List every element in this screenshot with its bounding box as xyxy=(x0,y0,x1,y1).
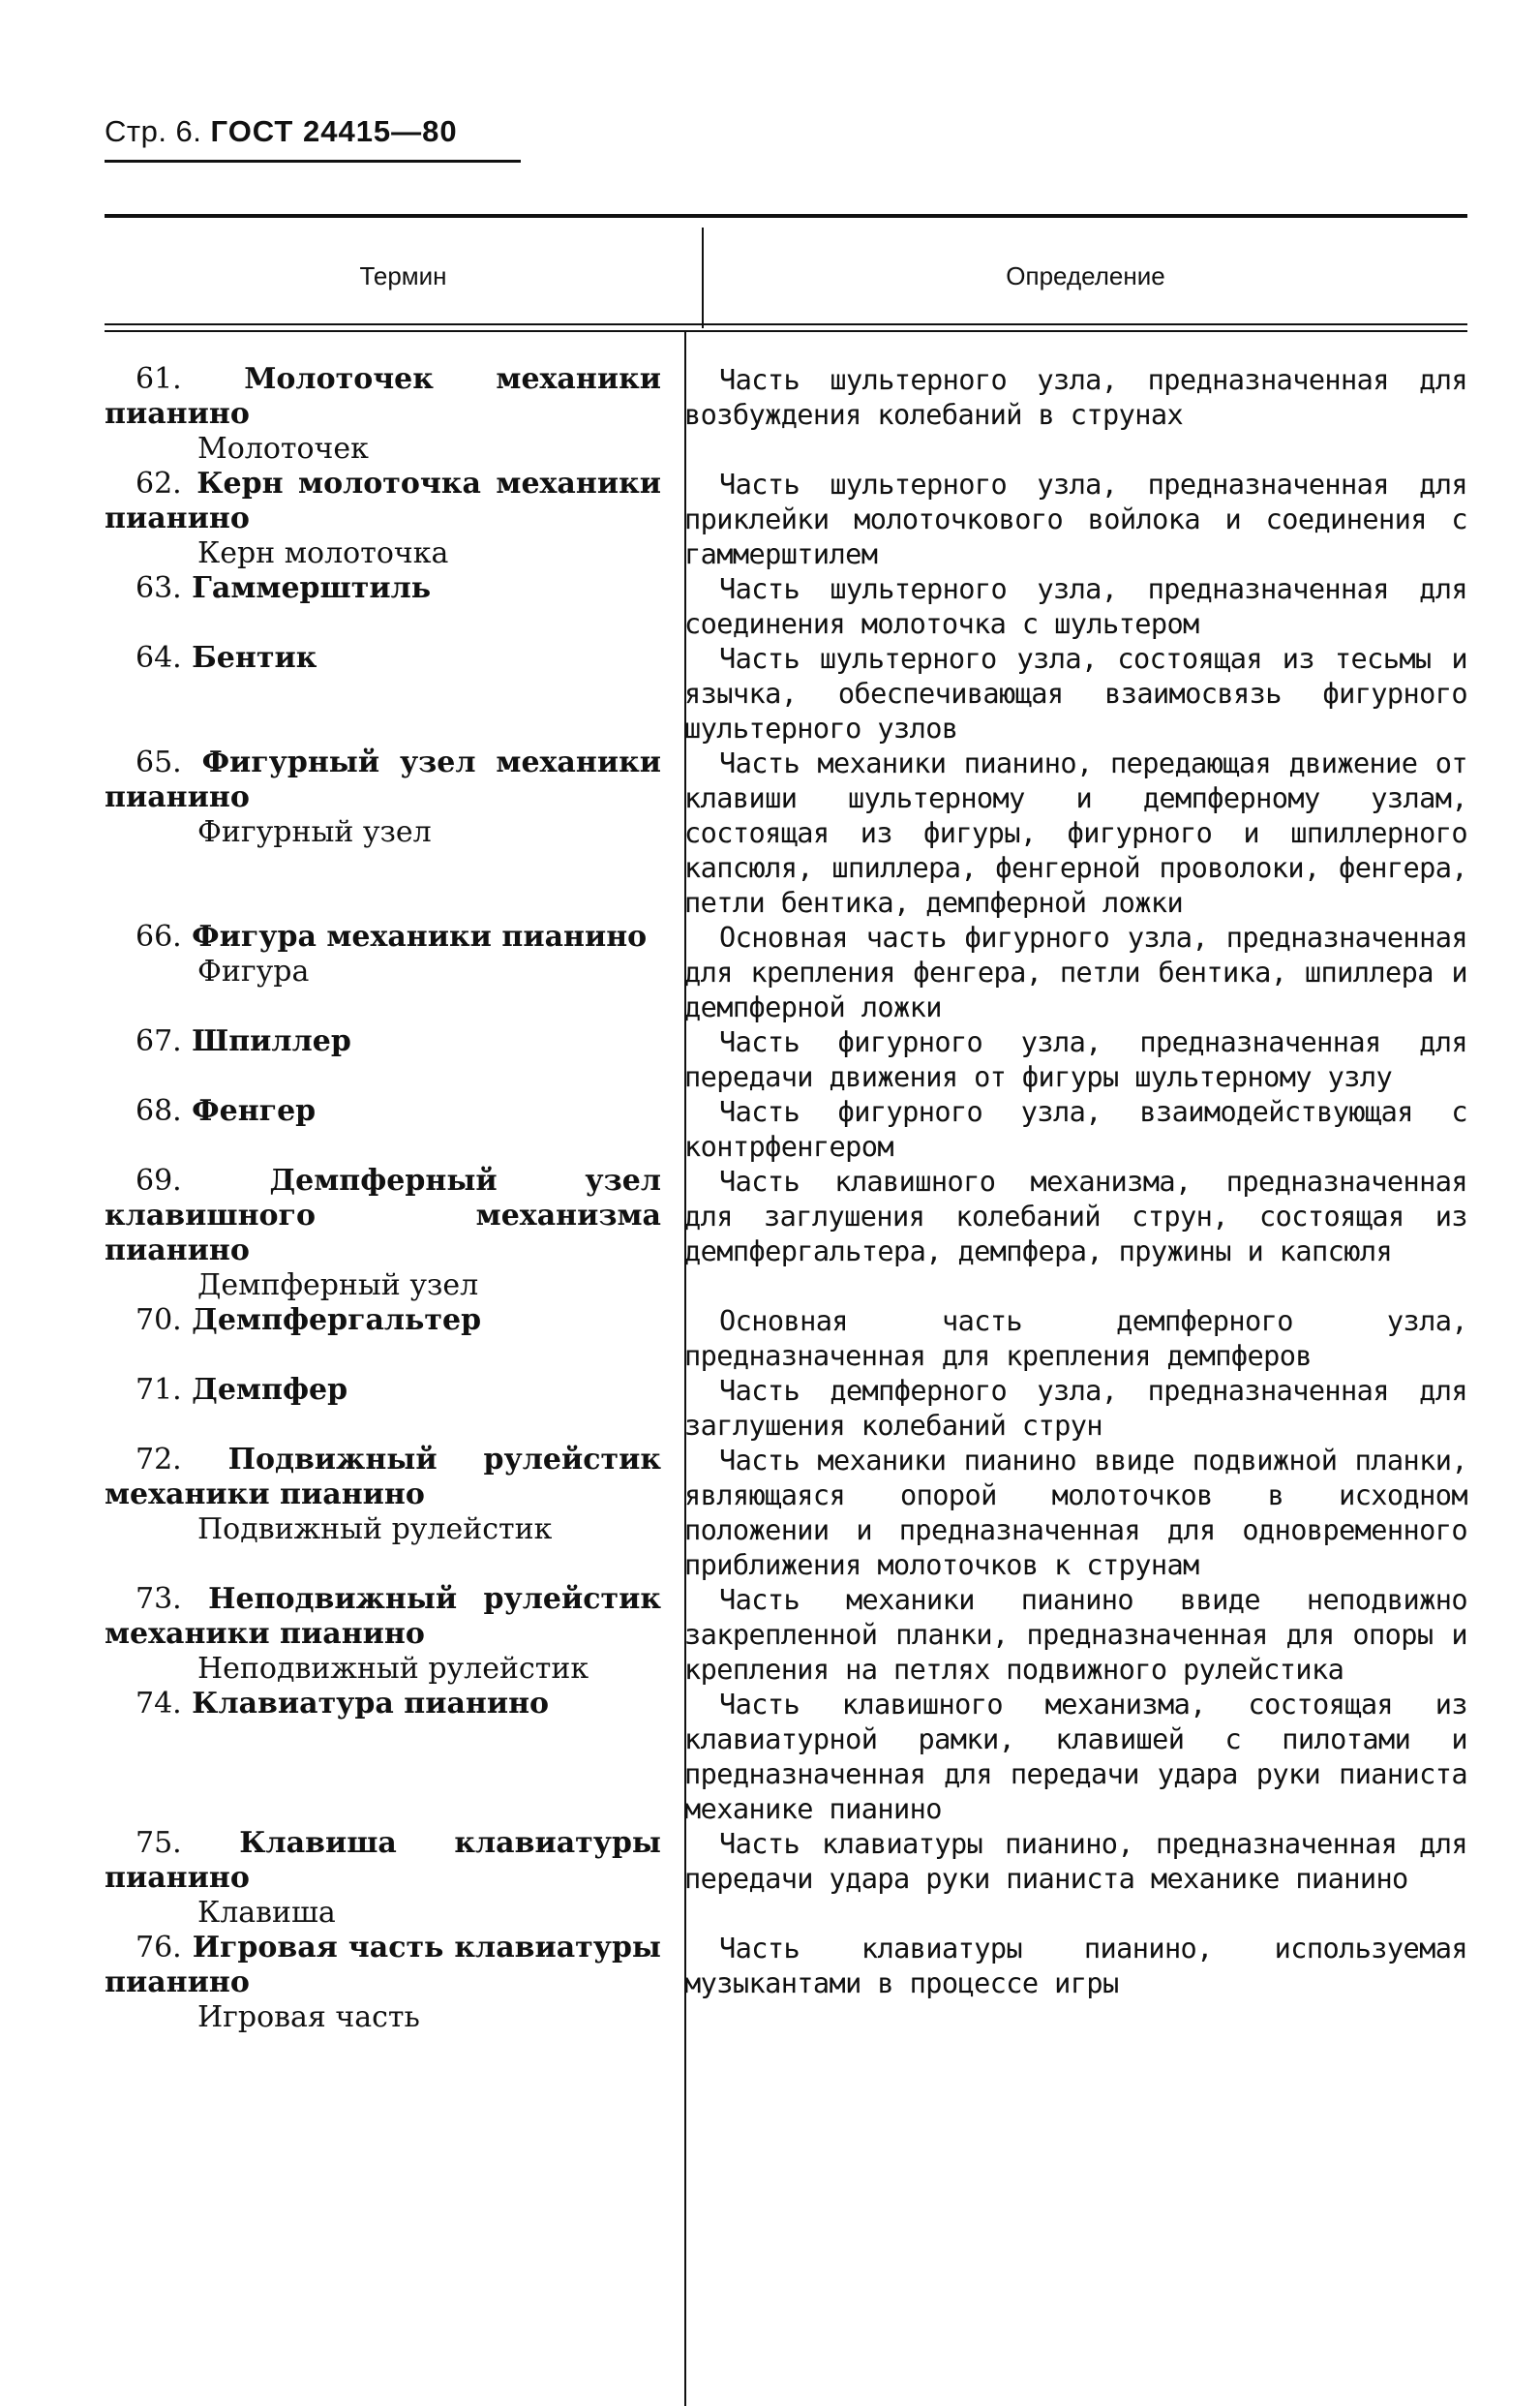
term-short-form: Молоточек xyxy=(197,432,369,466)
term-cell xyxy=(105,362,673,467)
definition-text: Часть механики пианино ввиде подвижной планки, являющаяся опорой молоточков в исходном положении и предназначенная для одновременного приближения молоточков к струнам xyxy=(684,1444,1467,1581)
table-body xyxy=(105,362,1467,2035)
term-line xyxy=(105,1582,661,1652)
term-line xyxy=(105,571,661,606)
term-number: 71. xyxy=(136,1373,182,1407)
definition-text: Основная часть фигурного узла, предназначенная для крепления фенгера, петли бентика, шпиллера и демпферной ложки xyxy=(684,921,1467,1023)
table-row xyxy=(105,362,1467,467)
term-cell xyxy=(105,1024,673,1059)
table-row xyxy=(105,1164,1467,1303)
definition-cell xyxy=(684,1443,1467,1582)
term-number: 76. xyxy=(136,1931,182,1964)
definition-cell xyxy=(684,1094,1467,1164)
term-line xyxy=(105,467,661,536)
term-name: Фенгер xyxy=(192,1094,317,1128)
term-cell xyxy=(105,1094,673,1129)
header-rule-lower xyxy=(105,330,1467,332)
term-number: 74. xyxy=(136,1687,182,1721)
term-name: Клавиша клавиатуры пианино xyxy=(105,1826,661,1895)
standard-number: ГОСТ 24415—80 xyxy=(210,114,458,148)
definition-text: Часть шультерного узла, предназначенная для возбуждения колебаний в струнах xyxy=(684,363,1467,431)
definition-cell xyxy=(684,1024,1467,1094)
definition-text: Часть демпферного узла, предназначенная для заглушения колебаний струн xyxy=(684,1374,1467,1442)
table-row xyxy=(105,1582,1467,1687)
term-number: 68. xyxy=(136,1094,182,1128)
term-name: Неподвижный рулейстик механики пианино xyxy=(105,1582,661,1651)
term-short-form: Подвижный рулейстик xyxy=(197,1512,553,1546)
definition-cell xyxy=(684,1373,1467,1443)
definition-cell xyxy=(684,1303,1467,1373)
term-short-form: Неподвижный рулейстик xyxy=(197,1652,589,1686)
term-number: 72. xyxy=(136,1443,182,1477)
definition-text: Часть шультерного узла, предназначенная для приклейки молоточкового войлока и соединения с гаммерштилем xyxy=(684,468,1467,570)
term-line xyxy=(105,920,661,955)
term-cell xyxy=(105,1687,673,1721)
term-name: Фигурный узел механики пианино xyxy=(105,746,661,814)
term-short-form: Керн молоточка xyxy=(197,536,449,570)
term-number: 62. xyxy=(136,467,182,501)
table-row xyxy=(105,746,1467,920)
term-line xyxy=(105,1373,661,1408)
term-line xyxy=(105,1094,661,1129)
definition-cell xyxy=(684,746,1467,920)
term-name: Бентик xyxy=(192,641,317,675)
term-cell xyxy=(105,467,673,571)
term-line xyxy=(105,1443,661,1512)
term-name: Демпфергальтер xyxy=(192,1303,482,1337)
header-rule-upper xyxy=(105,323,1467,325)
term-number: 63. xyxy=(136,571,182,605)
term-line xyxy=(105,1931,661,2000)
term-cell xyxy=(105,571,673,606)
definition-text: Часть шультерного узла, состоящая из тесьмы и язычка, обеспечивающая взаимосвязь фигурного шультерного узлов xyxy=(684,642,1467,745)
table-row xyxy=(105,1443,1467,1582)
term-number: 75. xyxy=(136,1826,182,1860)
term-line xyxy=(105,746,661,815)
term-name: Демпфер xyxy=(192,1373,348,1407)
table-row xyxy=(105,1303,1467,1373)
definition-cell xyxy=(684,467,1467,571)
table-row xyxy=(105,1826,1467,1931)
term-short-form: Игровая часть xyxy=(197,2000,420,2034)
term-name: Молоточек механики пианино xyxy=(105,362,661,431)
term-cell xyxy=(105,1826,673,1931)
table-row xyxy=(105,571,1467,641)
term-name: Шпиллер xyxy=(192,1024,351,1058)
term-short-form: Фигурный узел xyxy=(197,815,432,849)
term-line xyxy=(105,641,661,676)
term-name: Клавиатура пианино xyxy=(192,1687,550,1721)
table-row xyxy=(105,1931,1467,2035)
term-number: 70. xyxy=(136,1303,182,1337)
term-cell xyxy=(105,920,673,990)
term-name: Керн молоточка механики пианино xyxy=(105,467,661,535)
table-row xyxy=(105,1094,1467,1164)
term-number: 67. xyxy=(136,1024,182,1058)
term-number: 69. xyxy=(136,1164,182,1198)
definition-text: Часть клавиатуры пианино, предназначенная для передачи удара руки пианиста механике пианино xyxy=(684,1827,1467,1895)
header-rule xyxy=(105,160,521,163)
term-name: Гаммерштиль xyxy=(192,571,432,605)
definition-cell xyxy=(684,362,1467,432)
definition-text: Часть фигурного узла, предназначенная для передачи движения от фигуры шультерному узлу xyxy=(684,1025,1467,1093)
term-name: Демпферный узел клавишного механизма пианино xyxy=(105,1164,661,1267)
term-cell xyxy=(105,1443,673,1547)
term-short-form: Клавиша xyxy=(197,1896,336,1930)
term-line xyxy=(105,1303,661,1338)
term-line xyxy=(105,1164,661,1268)
definition-text: Основная часть демпферного узла, предназначенная для крепления демпферов xyxy=(684,1304,1467,1372)
term-cell xyxy=(105,641,673,676)
column-header-definition: Определение xyxy=(1006,261,1165,290)
definition-cell xyxy=(684,1826,1467,1896)
term-cell xyxy=(105,1164,673,1303)
term-line xyxy=(105,1826,661,1896)
term-line xyxy=(105,1024,661,1059)
definition-text: Часть клавиатуры пианино, используемая музыкантами в процессе игры xyxy=(684,1932,1467,1999)
term-number: 66. xyxy=(136,920,182,954)
term-line xyxy=(105,1687,661,1721)
definition-cell xyxy=(684,920,1467,1024)
column-header-term: Термин xyxy=(359,261,447,290)
term-cell xyxy=(105,1373,673,1408)
term-cell xyxy=(105,1582,673,1687)
definition-text: Часть механики пианино ввиде неподвижно закрепленной планки, предназначенная для опоры и крепления на петлях подвижного рулейстика xyxy=(684,1583,1467,1686)
term-line xyxy=(105,362,661,432)
term-number: 65. xyxy=(136,746,182,779)
definition-text: Часть фигурного узла, взаимодействующая с контрфенгером xyxy=(684,1095,1467,1163)
term-cell xyxy=(105,1931,673,2035)
table-top-rule xyxy=(105,214,1467,218)
term-cell xyxy=(105,746,673,850)
table-row xyxy=(105,641,1467,746)
definition-cell xyxy=(684,641,1467,746)
definition-text: Часть шультерного узла, предназначенная для соединения молоточка с шультером xyxy=(684,572,1467,640)
page-label: Стр. 6. xyxy=(105,114,202,148)
term-number: 73. xyxy=(136,1582,182,1616)
term-number: 64. xyxy=(136,641,182,675)
definition-cell xyxy=(684,1164,1467,1268)
definition-cell xyxy=(684,1582,1467,1687)
term-short-form: Демпферный узел xyxy=(197,1268,479,1302)
definition-cell xyxy=(684,571,1467,641)
term-cell xyxy=(105,1303,673,1338)
definition-text: Часть клавишного механизма, состоящая из клавиатурной рамки, клавишей с пилотами и предназначенная для передачи удара руки пианиста механике пианино xyxy=(684,1688,1467,1825)
table-row xyxy=(105,920,1467,1024)
table-row xyxy=(105,1373,1467,1443)
definition-cell xyxy=(684,1687,1467,1826)
table-row xyxy=(105,467,1467,571)
term-number: 61. xyxy=(136,362,182,396)
table-row xyxy=(105,1024,1467,1094)
table-row xyxy=(105,1687,1467,1826)
term-name: Фигура механики пианино xyxy=(192,920,648,954)
definition-text: Часть механики пианино, передающая движение от клавиши шультерному и демпферному узлам, состоящая из фигуры, фигурного и шпиллерного капсюля, шпиллера, фенгерной проволоки, фенгера, петли бентика, демпферной ложки xyxy=(684,746,1467,919)
page-header xyxy=(105,114,458,149)
definition-text: Часть клавишного механизма, предназначенная для заглушения колебаний струн, состоящая из демпфергальтера, демпфера, пружины и капсюля xyxy=(684,1165,1467,1267)
term-short-form: Фигура xyxy=(197,955,310,989)
term-name: Подвижный рулейстик механики пианино xyxy=(105,1443,661,1511)
definition-cell xyxy=(684,1931,1467,2000)
term-name: Игровая часть клавиатуры пианино xyxy=(105,1931,662,1999)
